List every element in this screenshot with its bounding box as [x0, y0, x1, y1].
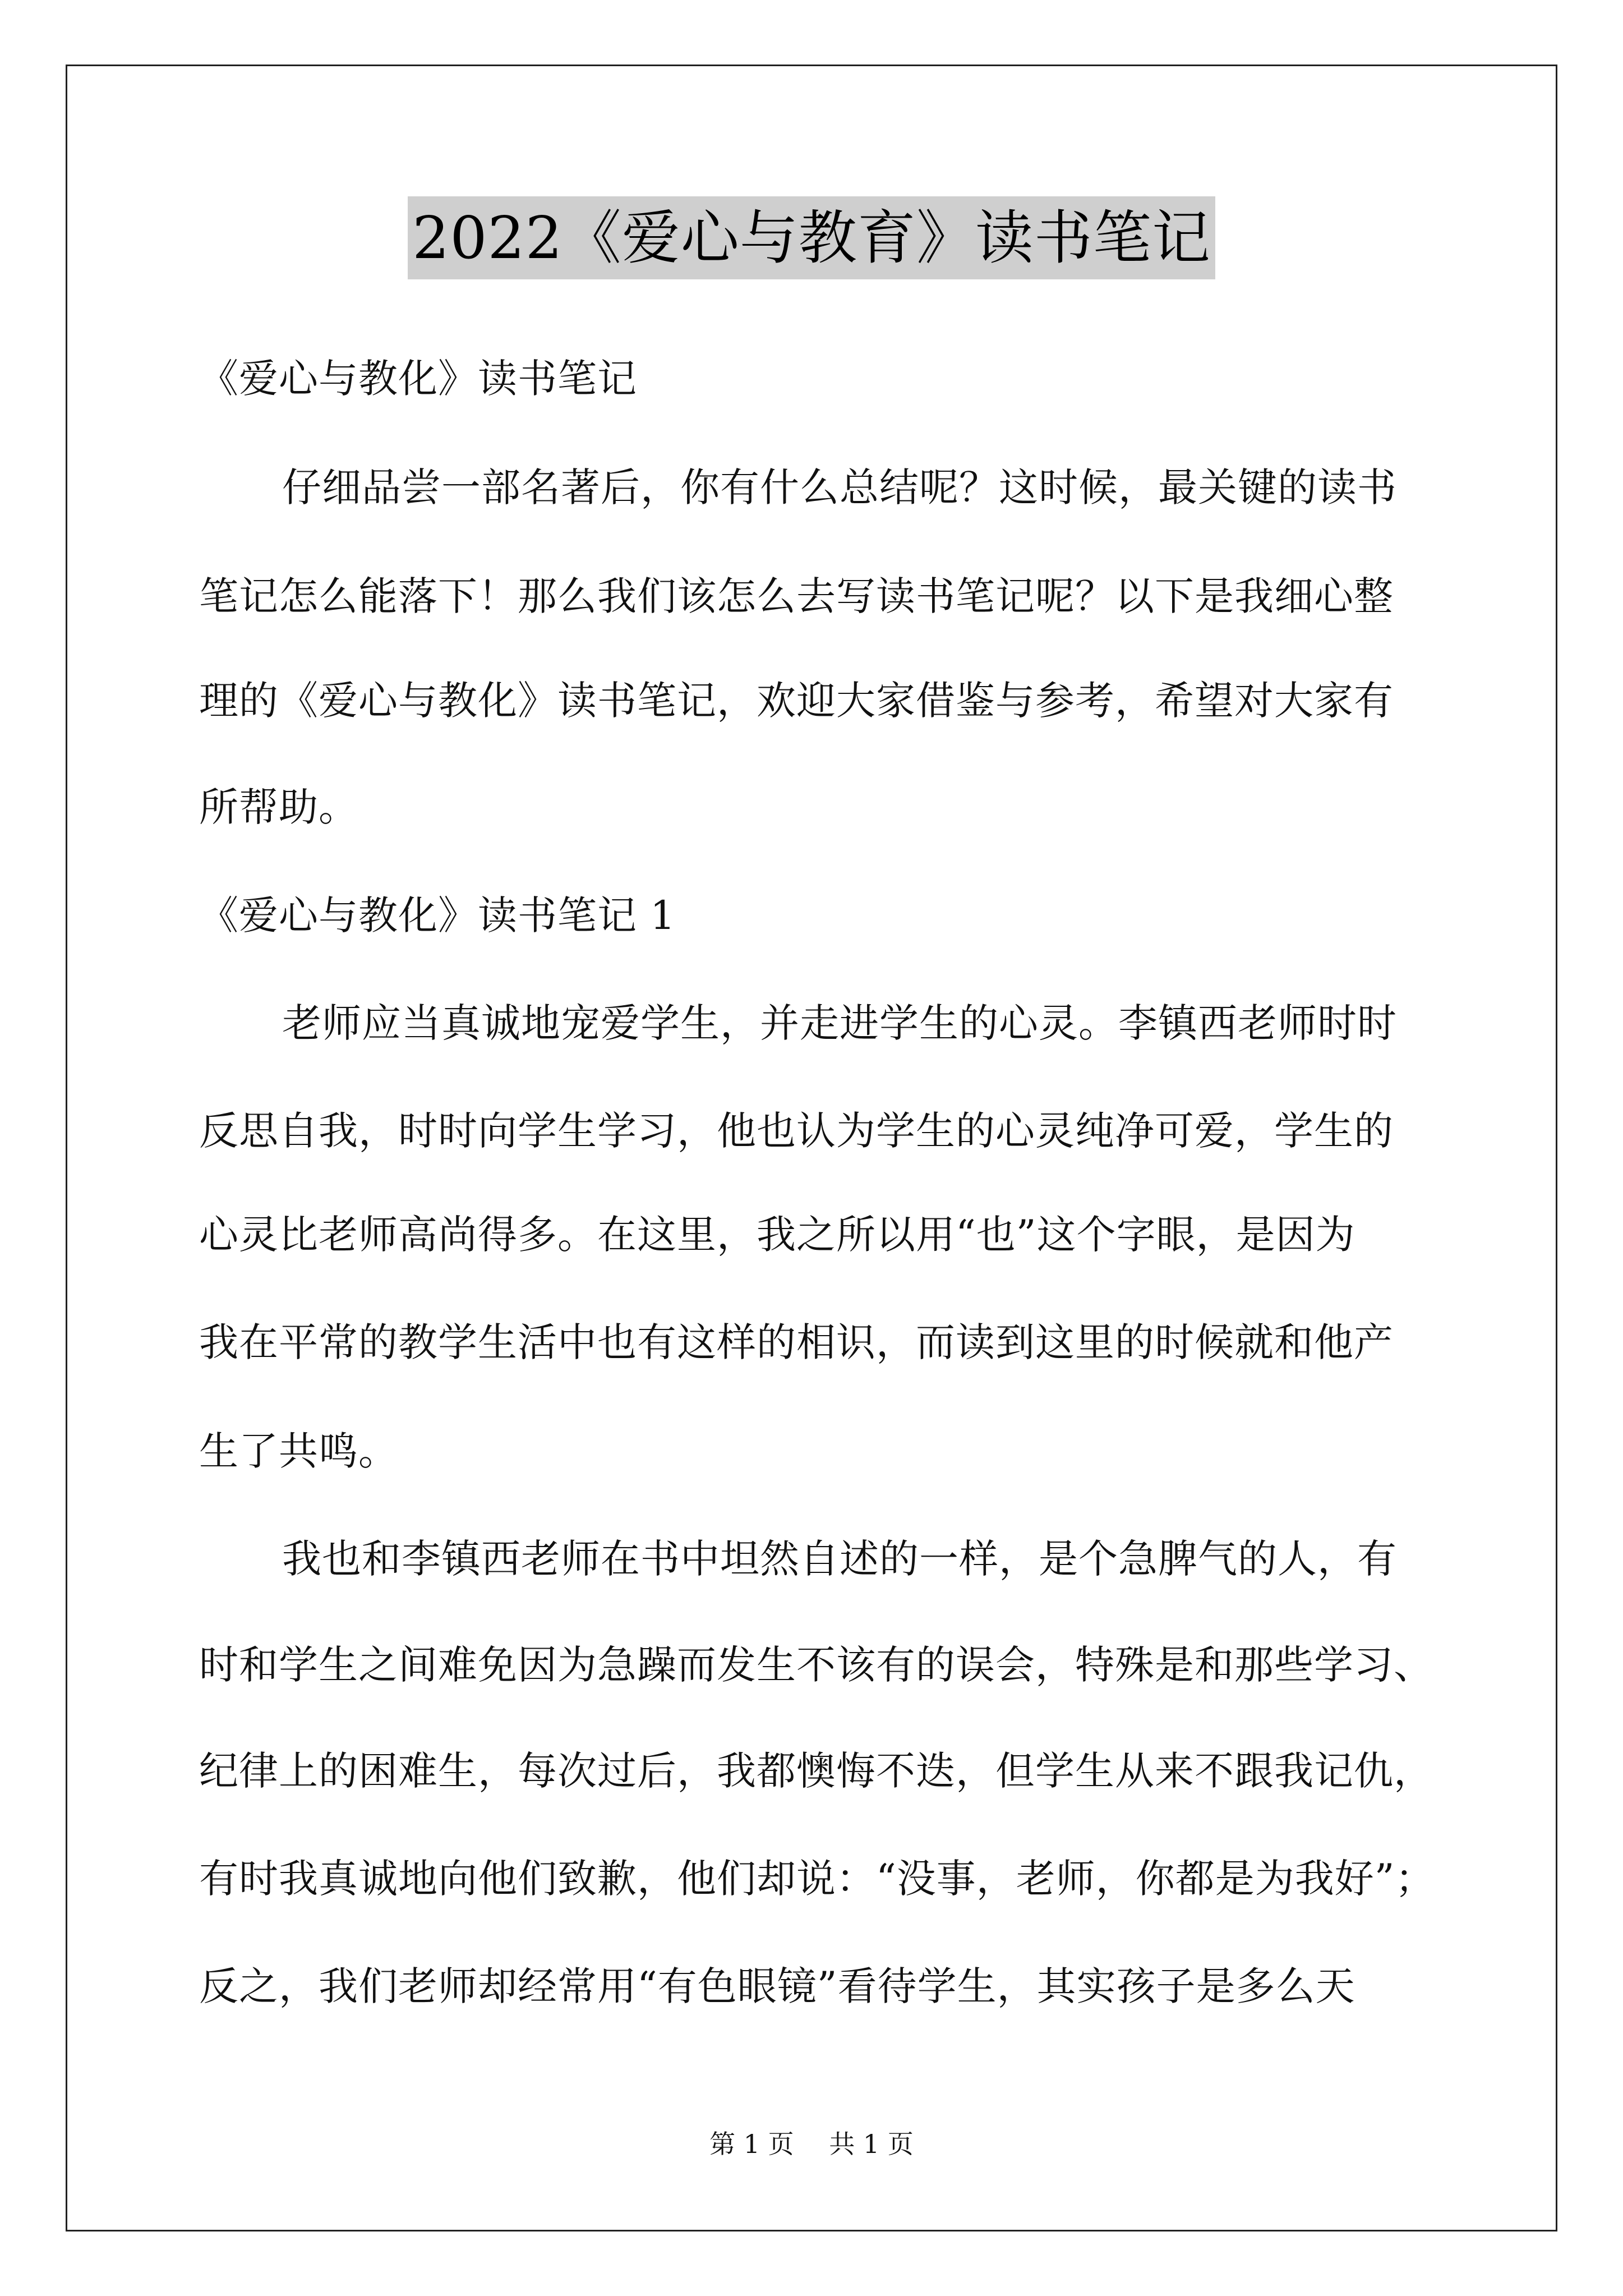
document-title: 2022《爱心与教育》读书笔记 [408, 196, 1215, 279]
intro-line-2: 笔记怎么能落下！那么我们该怎么去写读书笔记呢？以下是我细心整 [199, 573, 1394, 619]
page-total: 共 1 页 [829, 2129, 914, 2159]
para2-line-1: 我也和李镇西老师在书中坦然自述的一样，是个急脾气的人，有 [282, 1536, 1397, 1582]
title-container [0, 196, 1623, 279]
intro-line-1: 仔细品尝一部名著后，你有什么总结呢？这时候，最关键的读书 [282, 464, 1397, 510]
intro-line-3: 理的《爱心与教化》读书笔记，欢迎大家借鉴与参考，希望对大家有 [199, 678, 1394, 724]
main-heading: 《爱心与教化》读书笔记 [199, 356, 637, 402]
para1-line-4: 我在平常的教学生活中也有这样的相识，而读到这里的时候就和他产 [199, 1319, 1394, 1365]
para1-line-1: 老师应当真诚地宠爱学生，并走进学生的心灵。李镇西老师时时 [282, 1000, 1397, 1046]
para1-line-5: 生了共鸣。 [199, 1428, 398, 1474]
para2-line-5: 反之，我们老师却经常用“有色眼镜”看待学生，其实孩子是多么天 [199, 1963, 1355, 2009]
section-heading: 《爱心与教化》读书笔记 1 [199, 892, 676, 938]
page-footer [0, 2127, 1623, 2161]
para1-line-2: 反思自我，时时向学生学习，他也认为学生的心灵纯净可爱，学生的 [199, 1108, 1394, 1154]
para2-line-2: 时和学生之间难免因为急躁而发生不该有的误会，特殊是和那些学习、 [199, 1642, 1433, 1688]
page-number: 第 1 页 [709, 2129, 794, 2159]
intro-line-4: 所帮助。 [199, 784, 358, 830]
para1-line-3: 心灵比老师高尚得多。在这里，我之所以用“也”这个字眼，是因为 [199, 1212, 1355, 1258]
para2-line-3: 纪律上的困难生，每次过后，我都懊悔不迭，但学生从来不跟我记仇， [199, 1748, 1433, 1794]
para2-line-4: 有时我真诚地向他们致歉，他们却说：“没事，老师，你都是为我好”； [199, 1856, 1435, 1902]
